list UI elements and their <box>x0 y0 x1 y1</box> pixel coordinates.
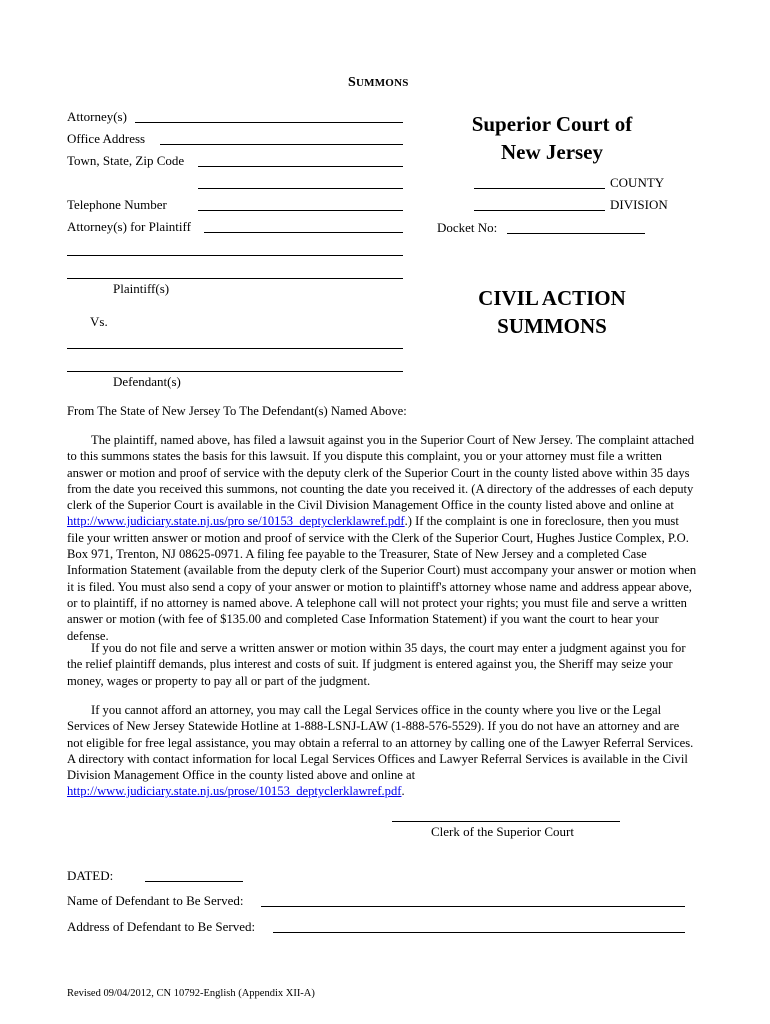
dated-field[interactable] <box>145 881 243 882</box>
text-line: If you cannot afford an attorney, you may call the Legal Services office in the county where you live or the Legal <box>91 703 662 717</box>
text-line: money, wages or property to pay all or part of the judgment. <box>67 673 371 688</box>
attorneys-label: Attorney(s) <box>67 109 127 124</box>
text-line: the relief plaintiff demands, plus interest and costs of suit. If judgment is entered against you, the Sheriff may seize your <box>67 657 673 672</box>
text-line: or to plaintiff, if no attorney is named above. A telephone call will not protect your rights; you must file and serve a written <box>67 595 687 610</box>
town-state-zip-field[interactable] <box>198 166 403 167</box>
address-extra-field[interactable] <box>198 188 403 189</box>
plaintiff-field-2[interactable] <box>67 278 403 279</box>
revision-footer: Revised 09/04/2012, CN 10792-English (Appendix XII-A) <box>67 988 315 999</box>
text-line: Box 971, Trenton, NJ 08625-0971. A filing fee payable to the Treasurer, State of New Jersey and a completed Case <box>67 547 647 562</box>
vs-label: Vs. <box>90 314 108 329</box>
clerk-label: Clerk of the Superior Court <box>431 824 574 839</box>
text-line: answer or motion (with fee of $135.00 and completed Case Information Statement) if you want the court to hear your <box>67 612 659 627</box>
text-span: .) If the complaint is one in foreclosure, then you must <box>404 514 679 529</box>
office-address-label: Office Address <box>67 131 146 146</box>
clerk-signature-line[interactable] <box>392 821 620 822</box>
division-label: DIVISION <box>610 197 668 212</box>
telephone-label: Telephone Number <box>67 197 167 212</box>
court-name-line2: New Jersey <box>500 140 604 164</box>
text-line: If you do not file and serve a written answer or motion within 35 days, the court may enter a judgment against you for <box>91 641 686 655</box>
paragraph-1 <box>67 432 707 644</box>
plaintiffs-label: Plaintiff(s) <box>113 281 170 296</box>
text-line: Information Statement (available from the deputy clerk of the Superior Court) must accompany your answer or motion when <box>67 563 697 578</box>
telephone-field[interactable] <box>198 210 403 211</box>
attorneys-field[interactable] <box>135 122 403 123</box>
town-state-zip-label: Town, State, Zip Code <box>67 153 185 168</box>
text-line: not eligible for free legal assistance, you may obtain a referral to an attorney by calling one of the Lawyer Referral Services. <box>67 735 694 750</box>
document-title: SUMMONS <box>348 75 409 90</box>
text-line: The plaintiff, named above, has filed a lawsuit against you in the Superior Court of New Jersey. The complaint attached <box>91 433 695 447</box>
text-line: file your written answer or motion and proof of service with the Clerk of the Superior Court, Hughes Justice Complex, P.O. <box>67 530 689 545</box>
form-title-line2: SUMMONS <box>497 314 607 338</box>
legal-services-directory-link[interactable]: http://www.judiciary.state.nj.us/prose/10153_deptyclerklawref.pdf <box>67 784 402 799</box>
court-name-line1: Superior Court of <box>471 112 633 136</box>
address-served-label: Address of Defendant to Be Served: <box>67 919 256 934</box>
docket-field[interactable] <box>507 233 645 234</box>
address-served-field[interactable] <box>273 932 685 933</box>
county-label: COUNTY <box>610 175 665 190</box>
text-span: . <box>401 784 405 799</box>
plaintiff-field-1[interactable] <box>67 255 403 256</box>
defendants-label: Defendant(s) <box>113 374 181 389</box>
text-line: answer or motion and proof of service with the deputy clerk of the Superior Court in the county listed above within 35 days <box>67 465 690 480</box>
attorneys-for-plaintiff-field[interactable] <box>204 232 403 233</box>
text-line: defense. <box>67 628 109 643</box>
name-served-label: Name of Defendant to Be Served: <box>67 893 244 908</box>
text-line: A directory with contact information for local Legal Services Offices and Lawyer Referral Services is available in the Civil <box>67 751 688 766</box>
dated-label: DATED: <box>67 868 114 883</box>
defendant-field-1[interactable] <box>67 348 403 349</box>
text-line: clerk of the Superior Court is available in the Civil Division Management Office in the county listed above and online at <box>67 498 674 513</box>
form-title-line1: CIVIL ACTION <box>478 286 626 310</box>
text-line: from the date you received this summons, not counting the date you received it. (A directory of the addresses of each deputy <box>67 481 694 496</box>
text-line <box>67 513 707 529</box>
text-line <box>67 783 707 799</box>
division-field[interactable] <box>474 210 605 211</box>
defendant-field-2[interactable] <box>67 371 403 372</box>
county-field[interactable] <box>474 188 605 189</box>
name-served-field[interactable] <box>261 906 685 907</box>
text-line: Services of New Jersey Statewide Hotline at 1-888-LSNJ-LAW (1-888-576-5529). If you do not have an attorney and are <box>67 719 680 734</box>
office-address-field[interactable] <box>160 144 403 145</box>
intro-text: From The State of New Jersey To The Defendant(s) Named Above: <box>67 404 407 418</box>
text-line: Division Management Office in the county listed above and online at <box>67 768 416 783</box>
paragraph-3 <box>67 702 707 800</box>
deputy-clerk-directory-link[interactable]: http://www.judiciary.state.nj.us/pro se/10153_deptyclerklawref.pdf <box>67 514 405 529</box>
text-line: it is filed. You must also send a copy of your answer or motion to plaintiff's attorney whose name and address appear above, <box>67 579 692 594</box>
docket-label: Docket No: <box>437 220 498 235</box>
attorneys-for-plaintiff-label: Attorney(s) for Plaintiff <box>67 219 191 234</box>
text-line: to this summons states the basis for this lawsuit. If you dispute this complaint, you or your attorney must file a written <box>67 449 662 464</box>
paragraph-2 <box>67 640 707 689</box>
